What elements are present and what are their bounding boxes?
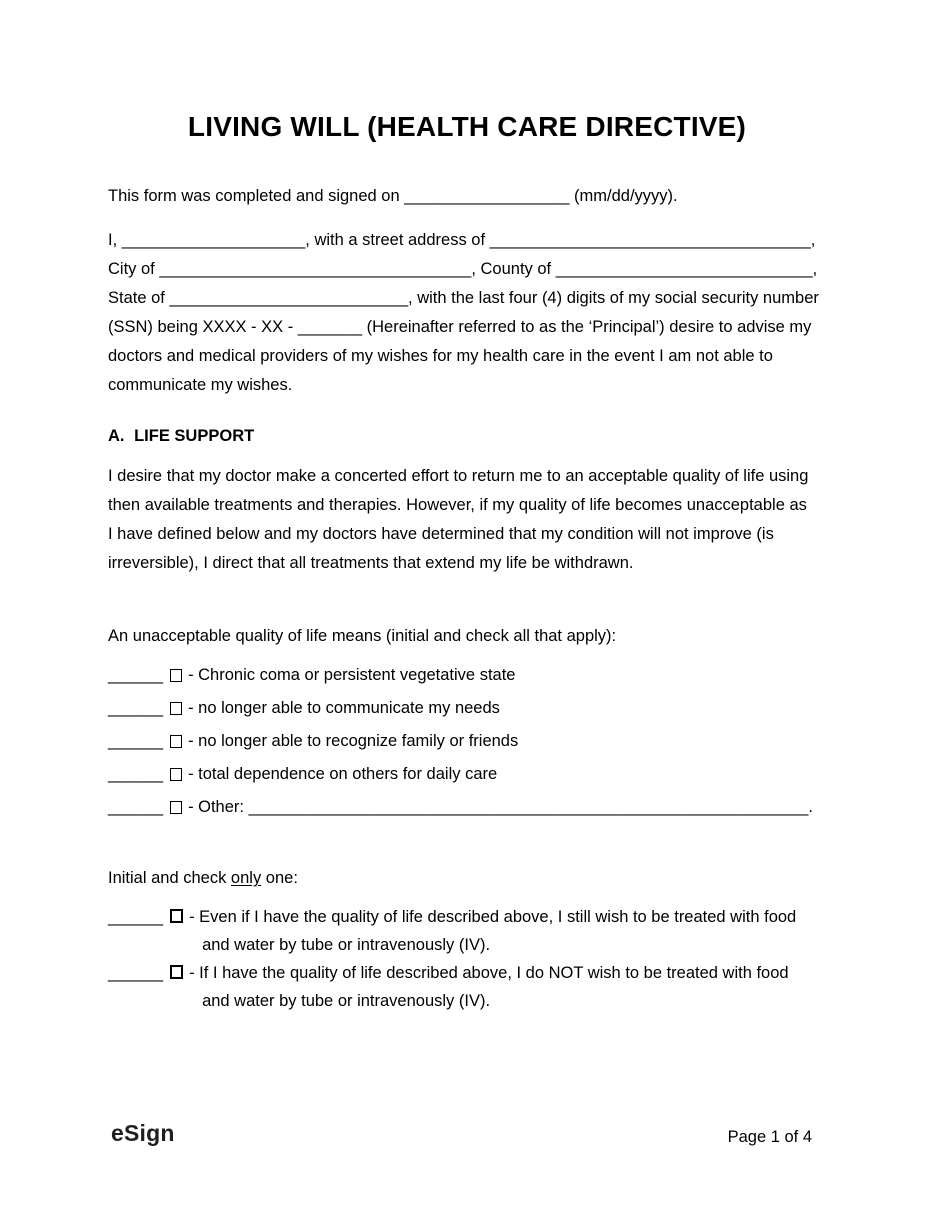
esign-logo: eSign xyxy=(111,1120,175,1146)
initials-blank[interactable]: ______ xyxy=(108,732,164,750)
signed-date-blank[interactable]: __________________ xyxy=(404,187,570,205)
principal-paragraph xyxy=(108,226,819,400)
communicate-needs-checkbox[interactable] xyxy=(170,702,182,715)
initials-blank[interactable]: ______ xyxy=(108,908,164,926)
paragraph-line: City of __________________________________, County of ____________________________, xyxy=(108,260,818,278)
signed-date-line xyxy=(108,182,678,211)
feeding-option-line: - Even if I have the quality of life described above, I still wish to be treated with food xyxy=(189,908,797,926)
paragraph-line: (SSN) being XXXX - XX - _______ (Hereinafter referred to as the ‘Principal’) desire to advise my xyxy=(108,318,812,336)
initial-only-one-prompt xyxy=(108,864,298,893)
feeding-option-line: and water by tube or intravenously (IV). xyxy=(202,992,491,1010)
feeding-option-line: and water by tube or intravenously (IV). xyxy=(202,936,491,954)
paragraph-line: irreversible), I direct that all treatments that extend my life be withdrawn. xyxy=(108,554,634,572)
checklist-row-daily-care xyxy=(108,760,497,789)
paragraph-line: I have defined below and my doctors have determined that my condition will not improve (is xyxy=(108,525,774,543)
paragraph-line: doctors and medical providers of my wishes for my health care in the event I am not able to xyxy=(108,347,773,365)
paragraph-line: I, ____________________, with a street address of ___________________________________, xyxy=(108,231,816,249)
feeding-option-line: - If I have the quality of life described above, I do NOT wish to be treated with food xyxy=(189,964,789,982)
checklist-item-label: - total dependence on others for daily care xyxy=(188,765,498,783)
checklist-item-label: - Other: _____________________________________________________________. xyxy=(188,798,813,816)
prompt-prefix: Initial and check xyxy=(108,869,227,887)
checklist-item-label: - Chronic coma or persistent vegetative state xyxy=(188,666,516,684)
life-support-paragraph xyxy=(108,462,808,578)
daily-care-checkbox[interactable] xyxy=(170,768,182,781)
checklist-item-label: - no longer able to communicate my needs xyxy=(188,699,500,717)
initials-blank[interactable]: ______ xyxy=(108,699,164,717)
prompt-suffix: one: xyxy=(265,869,298,887)
initials-blank[interactable]: ______ xyxy=(108,765,164,783)
checklist-item-label: - no longer able to recognize family or friends xyxy=(188,732,519,750)
prompt-underlined-word: only xyxy=(230,869,262,887)
initials-blank[interactable]: ______ xyxy=(108,964,164,982)
checklist-row-chronic-coma xyxy=(108,661,515,690)
checklist-row-other xyxy=(108,793,813,822)
paragraph-line: State of __________________________, with the last four (4) digits of my social security number xyxy=(108,289,819,307)
feeding-option-text xyxy=(189,903,796,959)
wish-food-water-checkbox[interactable] xyxy=(170,909,183,923)
paragraph-line: then available treatments and therapies. However, if my quality of life becomes unacceptable as xyxy=(108,496,807,514)
paragraph-line: I desire that my doctor make a concerted effort to return me to an acceptable quality of life using xyxy=(108,467,809,485)
page-title: LIVING WILL (HEALTH CARE DIRECTIVE) xyxy=(187,111,747,142)
section-title: LIFE SUPPORT xyxy=(134,427,255,445)
quality-of-life-prompt: An unacceptable quality of life means (initial and check all that apply): xyxy=(108,627,617,645)
feeding-row-wish-treatment xyxy=(108,903,796,959)
initials-blank[interactable]: ______ xyxy=(108,798,164,816)
initials-blank[interactable]: ______ xyxy=(108,666,164,684)
feeding-option-text xyxy=(189,959,789,1015)
paragraph-line: communicate my wishes. xyxy=(108,376,293,394)
date-format-hint: (mm/dd/yyyy). xyxy=(574,187,678,205)
other-checkbox[interactable] xyxy=(170,801,182,814)
feeding-row-no-treatment xyxy=(108,959,789,1015)
section-a-heading xyxy=(108,422,254,451)
no-food-water-checkbox[interactable] xyxy=(170,965,183,979)
recognize-family-checkbox[interactable] xyxy=(170,735,182,748)
page-indicator: Page 1 of 4 xyxy=(727,1128,812,1146)
checklist-row-communicate-needs xyxy=(108,694,500,723)
section-letter: A. xyxy=(108,427,125,445)
chronic-coma-checkbox[interactable] xyxy=(170,669,182,682)
checklist-row-recognize-family xyxy=(108,727,518,756)
signed-date-prefix: This form was completed and signed on xyxy=(108,187,400,205)
